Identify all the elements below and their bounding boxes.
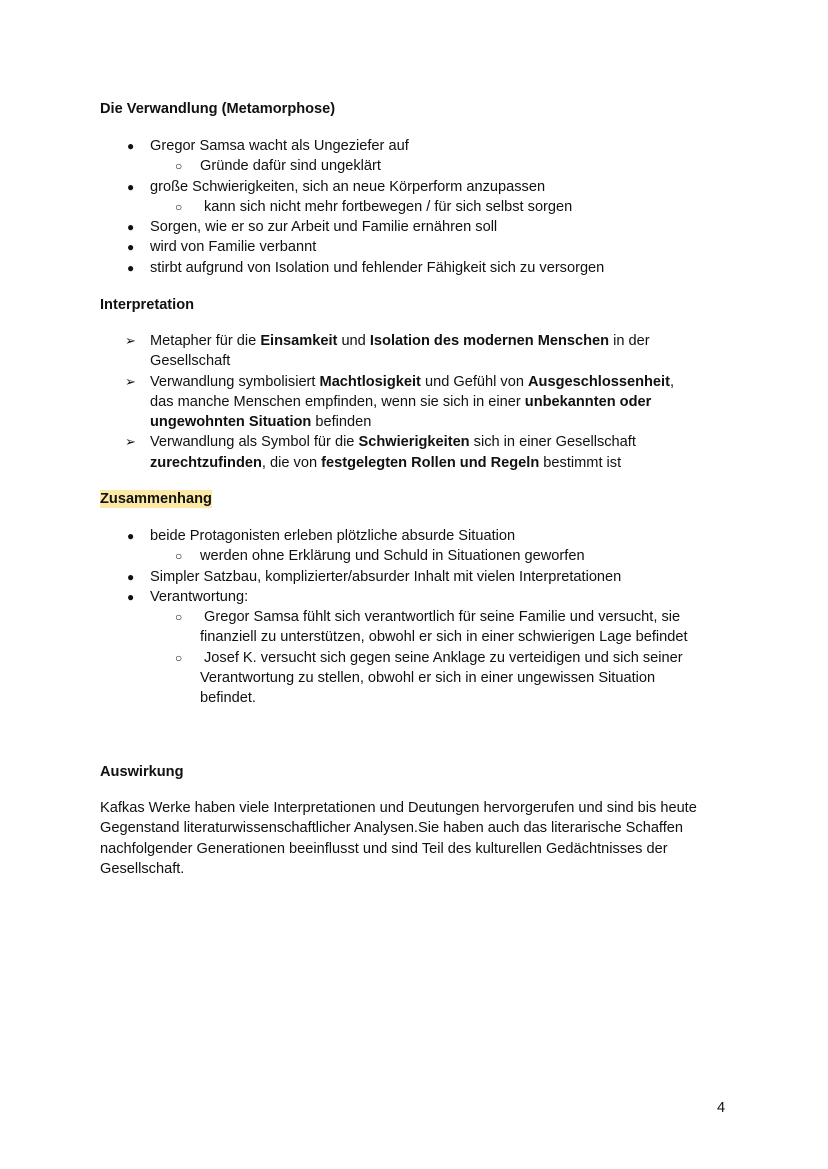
list-item: werden ohne Erklärung und Schuld in Situationen geworfen <box>200 548 585 564</box>
list-item: große Schwierigkeiten, sich an neue Körperform anzupassen <box>150 179 546 195</box>
highlighted-heading-text: Zusammenhang <box>100 491 212 507</box>
list-item: stirbt aufgrund von Isolation und fehlender Fähigkeit sich zu versorgen <box>150 260 605 276</box>
list-item: Gregor Samsa fühlt sich verantwortlich für seine Familie und versucht, sie <box>204 609 681 625</box>
bullet-circle-icon: ○ <box>175 610 183 624</box>
list-item: kann sich nicht mehr fortbewegen / für sich selbst sorgen <box>204 199 573 215</box>
bullet-disc-icon: ● <box>127 570 135 584</box>
list-item: Josef K. versucht sich gegen seine Anklage zu verteidigen und sich seiner <box>204 650 683 666</box>
bullet-disc-icon: ● <box>127 180 135 194</box>
paragraph-line: nachfolgender Generationen beeinflusst und sind Teil des kulturellen Gedächtnisses der <box>100 841 668 857</box>
list-item: Sorgen, wie er so zur Arbeit und Familie ernähren soll <box>150 219 498 235</box>
bullet-disc-icon: ● <box>127 220 135 234</box>
heading-zusammenhang <box>100 489 212 509</box>
bullet-circle-icon: ○ <box>175 159 183 173</box>
list-item: Metapher für die Einsamkeit und Isolation des modernen Menschen in der <box>150 333 650 349</box>
arrow-bullet-icon: ➢ <box>125 374 136 389</box>
paragraph-line: Gesellschaft. <box>100 861 185 877</box>
bullet-disc-icon: ● <box>127 590 135 604</box>
bullet-disc-icon: ● <box>127 529 135 543</box>
list-item: wird von Familie verbannt <box>150 239 317 255</box>
heading-auswirkung: Auswirkung <box>100 764 184 780</box>
list-item: Gründe dafür sind ungeklärt <box>200 158 381 174</box>
heading-interpretation: Interpretation <box>100 297 195 313</box>
list-item-continuation: zurechtzufinden, die von festgelegten Rollen und Regeln bestimmt ist <box>150 455 622 471</box>
page-number: 4 <box>717 1100 726 1116</box>
bullet-circle-icon: ○ <box>175 200 183 214</box>
list-item-continuation: Gesellschaft <box>150 353 231 369</box>
paragraph-line: Gegenstand literaturwissenschaftlicher Analysen.Sie haben auch das literarische Schaffen <box>100 820 684 836</box>
list-item: Verwandlung symbolisiert Machtlosigkeit und Gefühl von Ausgeschlossenheit, <box>150 374 675 390</box>
bullet-disc-icon: ● <box>127 240 135 254</box>
heading-die-verwandlung: Die Verwandlung (Metamorphose) <box>100 101 336 117</box>
bullet-circle-icon: ○ <box>175 651 183 665</box>
bullet-disc-icon: ● <box>127 261 135 275</box>
list-item-continuation: finanziell zu unterstützen, obwohl er sich in einer schwierigen Lage befindet <box>200 629 688 645</box>
list-item: beide Protagonisten erleben plötzliche absurde Situation <box>150 528 516 544</box>
list-item: Verantwortung: <box>150 589 249 605</box>
list-item: Simpler Satzbau, komplizierter/absurder Inhalt mit vielen Interpretationen <box>150 569 622 585</box>
bullet-circle-icon: ○ <box>175 549 183 563</box>
arrow-bullet-icon: ➢ <box>125 333 136 348</box>
list-item-continuation: Verantwortung zu stellen, obwohl er sich in einer ungewissen Situation <box>200 670 656 686</box>
arrow-bullet-icon: ➢ <box>125 434 136 449</box>
bullet-disc-icon: ● <box>127 139 135 153</box>
paragraph-line: Kafkas Werke haben viele Interpretationen und Deutungen hervorgerufen und sind bis heute <box>100 800 697 816</box>
list-item-continuation: das manche Menschen empfinden, wenn sie sich in einer unbekannten oder <box>150 394 652 410</box>
list-item: Verwandlung als Symbol für die Schwierigkeiten sich in einer Gesellschaft <box>150 434 636 450</box>
list-item-continuation: ungewohnten Situation befinden <box>150 414 372 430</box>
list-item-continuation: befindet. <box>200 690 256 706</box>
list-item: Gregor Samsa wacht als Ungeziefer auf <box>150 138 409 154</box>
